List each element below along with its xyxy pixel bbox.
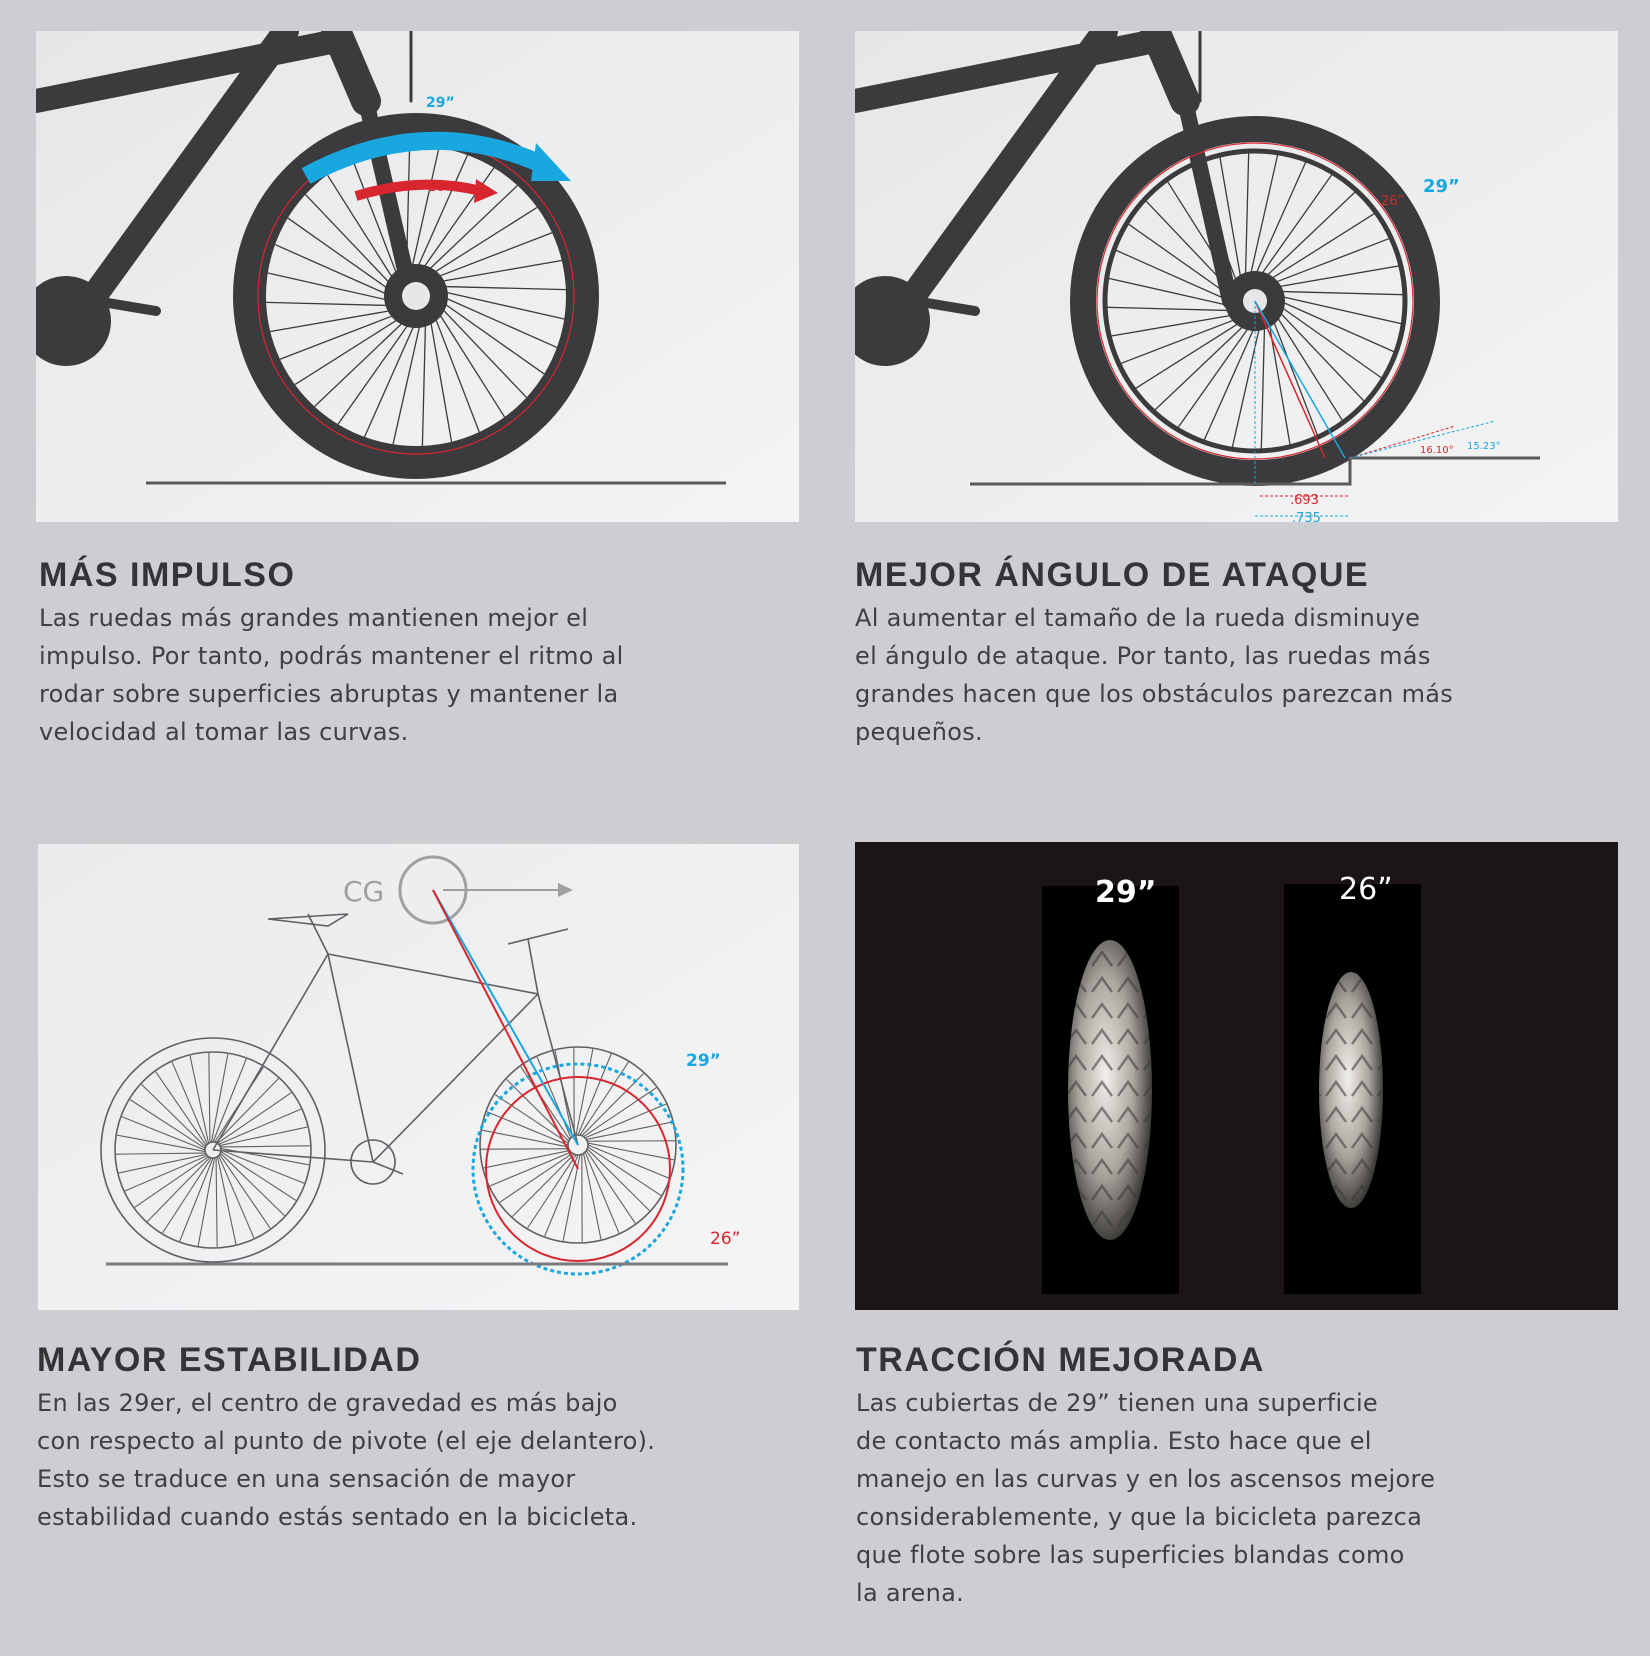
traction-illustration xyxy=(855,842,1618,1310)
height-29: .735 xyxy=(1292,511,1321,522)
label-26: 26” xyxy=(1339,872,1393,907)
section-impulse xyxy=(39,555,779,751)
height-26: .693 xyxy=(1290,493,1319,508)
section-title: MÁS IMPULSO xyxy=(39,556,296,594)
angle-26: 16.10° xyxy=(1420,445,1454,456)
angle-29: 15.23° xyxy=(1467,441,1501,452)
section-traction xyxy=(856,1340,1596,1612)
label-26: 26” xyxy=(428,180,452,195)
section-body: En las 29er, el centro de gravedad es más bajo con respecto al punto de pivote (el eje delantero). Esto se traduce en una sensación de mayor estabilidad cuando estás sentado en la bicicleta. xyxy=(37,1389,656,1531)
impulse-illustration xyxy=(36,31,799,522)
section-body: Las cubiertas de 29” tienen una superficie de contacto más amplia. Esto hace que el manejo en las curvas y en los ascensos mejore considerablemente, y que la bicicleta parezca que flote sobre las superficies blandas como la arena. xyxy=(856,1389,1436,1607)
label-26: 26” xyxy=(1381,194,1405,209)
label-29: 29” xyxy=(686,1051,721,1071)
label-26: 26” xyxy=(710,1229,741,1249)
section-body: Al aumentar el tamaño de la rueda disminuye el ángulo de ataque. Por tanto, las ruedas más grandes hacen que los obstáculos parezcan más pequeños. xyxy=(855,604,1454,746)
section-title: MEJOR ÁNGULO DE ATAQUE xyxy=(855,556,1370,594)
section-title: MAYOR ESTABILIDAD xyxy=(37,1341,422,1379)
label-29: 29” xyxy=(1095,875,1157,910)
section-attack-angle xyxy=(855,555,1595,751)
attack-angle-illustration xyxy=(855,31,1618,522)
label-29: 29” xyxy=(426,95,455,111)
stability-illustration xyxy=(38,844,799,1310)
section-stability xyxy=(37,1340,777,1536)
cg-label: CG xyxy=(343,875,385,908)
section-title: TRACCIÓN MEJORADA xyxy=(856,1341,1265,1379)
section-body: Las ruedas más grandes mantienen mejor el impulso. Por tanto, podrás mantener el ritmo al rodar sobre superficies abruptas y mantener la velocidad al tomar las curvas. xyxy=(39,604,624,746)
label-29: 29” xyxy=(1423,176,1460,197)
